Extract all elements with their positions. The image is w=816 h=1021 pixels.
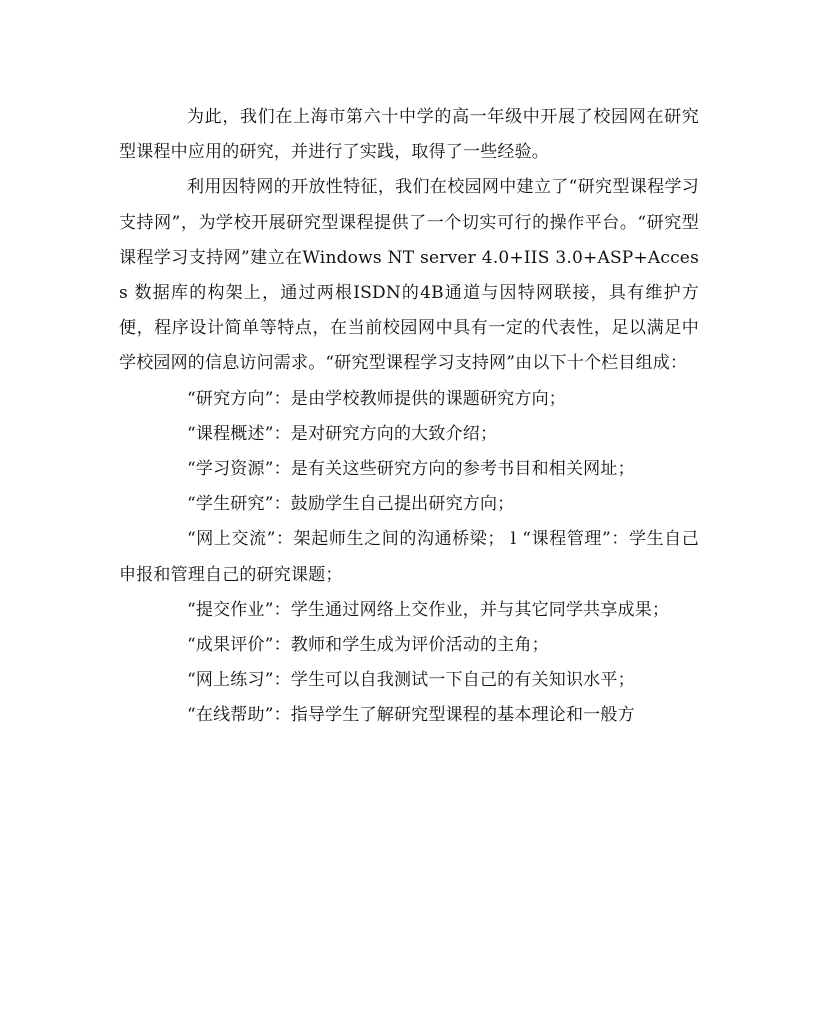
list-item-learning-resources: “学习资源”：是有关这些研究方向的参考书目和相关网址；: [187, 459, 635, 480]
list-item-student-research: “学生研究”：鼓励学生自己提出研究方向；: [187, 494, 515, 515]
list-item-online-help: “在线帮助”：指导学生了解研究型课程的基本理论和一般方: [187, 705, 635, 726]
list-item-online-exchange: “网上交流”：架起师生之间的沟通桥梁； l “课程管理”：学生自己申报和管理自己的研究课题；: [119, 529, 699, 585]
paragraph-intro: 为此，我们在上海市第六十中学的高一年级中开展了校园网在研究型课程中应用的研究，并进行了实践，取得了一些经验。: [119, 107, 699, 163]
list-item-results-evaluation: “成果评价”：教师和学生成为评价活动的主角；: [187, 635, 549, 656]
document-body: [119, 100, 699, 734]
paragraph-support-network: 利用因特网的开放性特征，我们在校园网中建立了“研究型课程学习支持网”，为学校开展研究型课程提供了一个切实可行的操作平台。“研究型课程学习支持网”建立在Windows NT server 4.0+IIS 3.0+ASP+Access 数据库的构架上，通过两根ISDN的4B通道与因特网联接，具有维护方便，程序设计简单等特点，在当前校园网中具有一定的代表性，足以满足中学校园网的信息访问需求。“研究型课程学习支持网”由以下十个栏目组成：: [119, 177, 699, 374]
list-item-online-practice: “网上练习”：学生可以自我测试一下自己的有关知识水平；: [187, 670, 635, 691]
list-item-submit-homework: “提交作业”：学生通过网络上交作业，并与其它同学共享成果；: [187, 599, 670, 620]
list-item-course-overview: “课程概述”：是对研究方向的大致介绍；: [187, 423, 498, 444]
list-item-research-direction: “研究方向”：是由学校教师提供的课题研究方向；: [187, 388, 566, 409]
